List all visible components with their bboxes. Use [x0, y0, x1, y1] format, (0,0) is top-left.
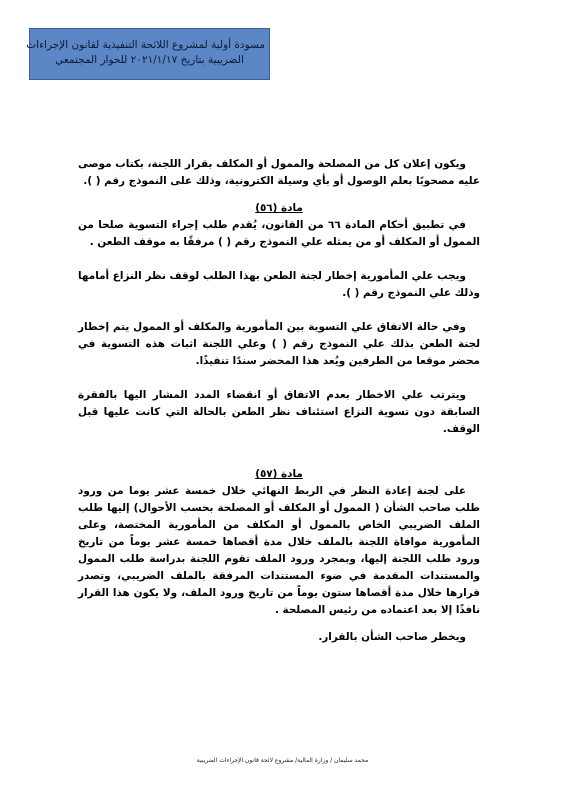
banner-line-1: مسودة أولية لمشروع اللائحة التنفيذية لقانون الإجراءات [26, 39, 265, 51]
page-footer: محمد سليمان / وزارة المالية/ مشروع لائحة قانون الإجراءات الضريبية [196, 757, 369, 764]
article-heading-57: مادة (٥٧) [255, 468, 303, 480]
paragraph-review-committee: على لجنة إعادة النظر في الربط النهائي خلال خمسة عشر يوما من ورود طلب صاحب الشأن ( الممول أو المكلف أو المصلحة بحسب الأحوال) إليها طلب الملف الضريبي الخاص بالممول أو المكلف من المأمورية المختصة، وعلى المأمورية موافاة اللجنة بالملف خلال مدة أقصاها خمسة عشر يوماً من تاريخ ورود طلب اللجنة إليها، وبمجرد ورود الملف تقوم اللجنة بدراسة طلب الممول والمستندات المقدمة في ضوء المستندات المرفقة بالملف الضريبي، وتصدر قرارها خلال مدة أقصاها ستون يوماً من تاريخ ورود الملف، ولا يكون هذا القرار نافذًا إلا بعد اعتماده من رئيس المصلحة . [78, 485, 480, 616]
draft-notice-banner [26, 28, 270, 80]
paragraph-notify-decision: ويخطر صاحب الشأن بالقرار. [318, 631, 466, 643]
article-heading-56: مادة (٥٦) [255, 202, 303, 214]
paragraph-settlement-agreement: وفي حالة الاتفاق علي التسوية بين المأمورية والمكلف أو الممول يتم إخطار لجنة الطعن بذلك علي النموذج رقم ( ) وعلي اللجنة اثبات هذه التسوية في محضر موقعا من الطرفين ويُعد هذا المحضر سندًا تنفيذًا. [78, 321, 480, 367]
paragraph-notification: ويكون إعلان كل من المصلحة والممول أو المكلف بقرار اللجنة، بكتاب موصى عليه مصحوبًا بعلم الوصول أو بأي وسيلة الكترونية، وذلك على النموذج رقم ( ). [78, 158, 480, 187]
document-body [78, 156, 480, 646]
paragraph-notify-committee: ويجب علي المأمورية إخطار لجنة الطعن بهذا الطلب لوقف نظر النزاع أمامها وذلك علي النموذج رقم ( ). [78, 270, 480, 299]
banner-line-2: الضريبية بتاريخ ٢٠٢١/١/١٧ للحوار المجتمعي [55, 54, 244, 66]
paragraph-settlement-request: في تطبيق أحكام المادة ٦٦ من القانون، يُقدم طلب إجراء التسوية صلحا من الممول أو المكلف أو من يمثله علي النموذج رقم ( ) مرفقًا به موقف الطعن . [78, 219, 480, 248]
paragraph-no-agreement: ويترتب علي الاخطار بعدم الاتفاق أو انقضاء المدد المشار اليها بالفقرة السابقة دون تسوية النزاع استئناف نظر الطعن بالحالة التي كانت عليها قبل الوقف. [78, 389, 480, 435]
